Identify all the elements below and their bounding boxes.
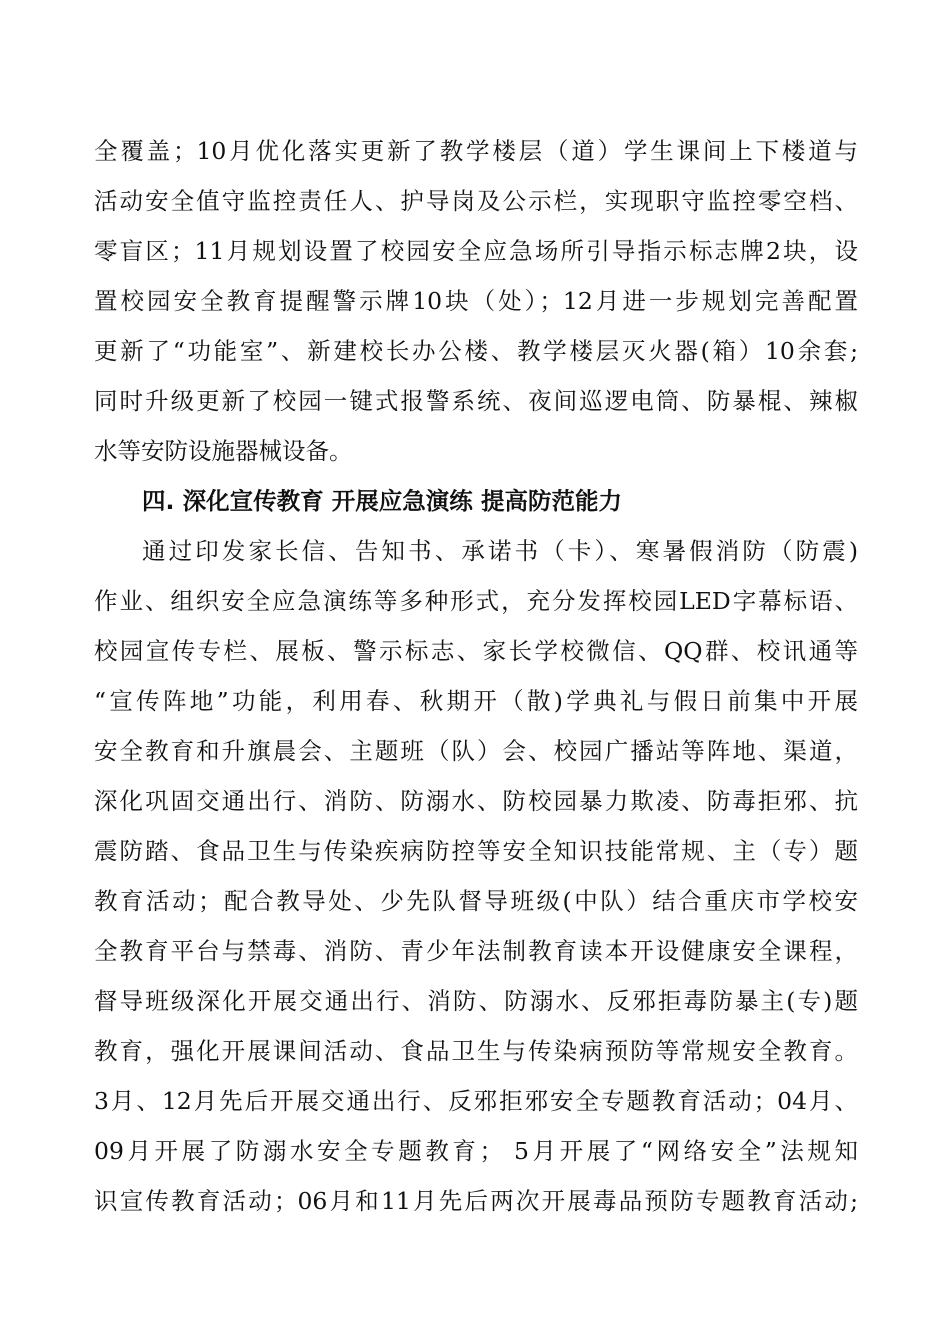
- paragraph-line: 督导班级深化开展交通出行、消防、防溺水、反邪拒毒防暴主(专)题: [94, 987, 858, 1015]
- paragraph-line: 教育活动；配合教导处、少先队督导班级(中队）结合重庆市学校安: [94, 887, 858, 915]
- paragraph-line: 作业、组织安全应急演练等多种形式，充分发挥校园LED字幕标语、: [94, 587, 858, 615]
- paragraph-line: 教育，强化开展课间活动、食品卫生与传染病预防等常规安全教育。: [94, 1037, 858, 1065]
- paragraph-line: 水等安防设施器械设备。: [94, 437, 353, 465]
- paragraph-line: 震防踏、食品卫生与传染疾病防控等安全知识技能常规、主（专）题: [94, 837, 858, 865]
- paragraph-line: 全覆盖；10月优化落实更新了教学楼层（道）学生课间上下楼道与: [94, 137, 858, 165]
- paragraph-line: 同时升级更新了校园一键式报警系统、夜间巡逻电筒、防暴棍、辣椒: [94, 387, 858, 415]
- paragraph-line: 通过印发家长信、告知书、承诺书（卡）、寒暑假消防（防震): [142, 537, 858, 565]
- section-heading: 四. 深化宣传教育 开展应急演练 提高防范能力: [142, 487, 622, 515]
- paragraph-line: 活动安全值守监控责任人、护导岗及公示栏，实现职守监控零空档、: [94, 187, 858, 215]
- paragraph-line: 置校园安全教育提醒警示牌10块（处）；12月进一步规划完善配置: [94, 287, 858, 315]
- paragraph-line: “宣传阵地”功能，利用春、秋期开（散)学典礼与假日前集中开展: [94, 687, 858, 715]
- paragraph-line: 更新了“功能室”、新建校长办公楼、教学楼层灭火器(箱）10余套;: [94, 337, 858, 365]
- paragraph-line: 深化巩固交通出行、消防、防溺水、防校园暴力欺凌、防毒拒邪、抗: [94, 787, 858, 815]
- paragraph-line: 零盲区；11月规划设置了校园安全应急场所引导指示标志牌2块，设: [94, 237, 858, 265]
- paragraph-line: 识宣传教育活动；06月和11月先后两次开展毒品预防专题教育活动;: [94, 1187, 858, 1215]
- paragraph-line: 校园宣传专栏、展板、警示标志、家长学校微信、QQ群、校讯通等: [94, 637, 858, 665]
- paragraph-line: 全教育平台与禁毒、消防、青少年法制教育读本开设健康安全课程，: [94, 937, 858, 965]
- paragraph-line: 3月、12月先后开展交通出行、反邪拒邪安全专题教育活动；04月、: [94, 1087, 858, 1115]
- paragraph-line: 安全教育和升旗晨会、主题班（队）会、校园广播站等阵地、渠道，: [94, 737, 858, 765]
- paragraph-line: 09月开展了防溺水安全专题教育； 5月开展了“网络安全”法规知: [94, 1137, 858, 1165]
